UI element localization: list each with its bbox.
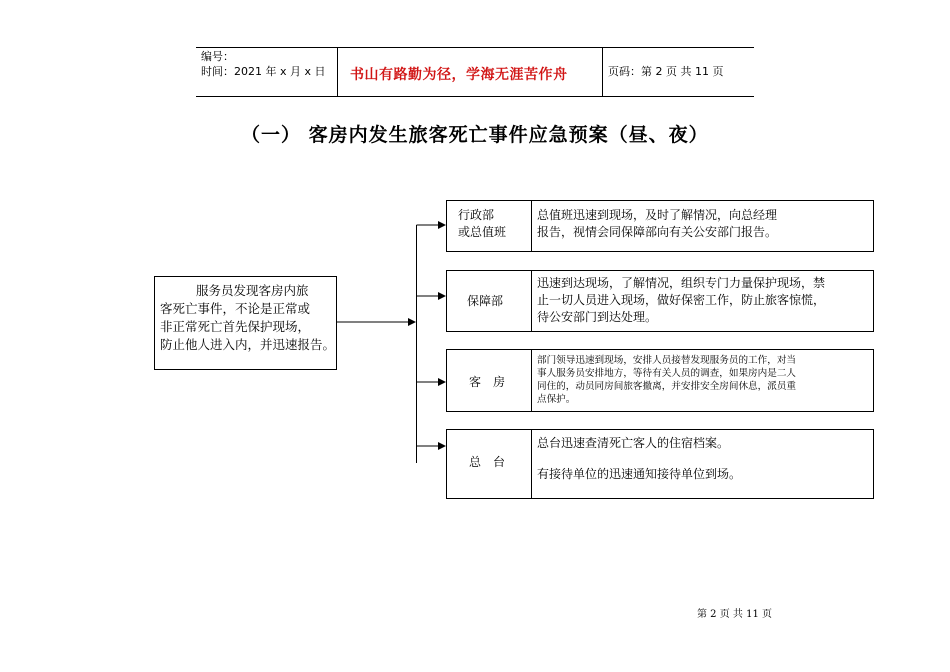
header-motto: 书山有路勤为径，学海无涯苦作舟 <box>350 67 568 83</box>
header-page-code: 页码：第 2 页 共 11 页 <box>608 65 724 78</box>
source-line: 防止他人进入内，并迅速报告。 <box>160 337 336 352</box>
dept-text-line: 有接待单位的迅速通知接待单位到场。 <box>537 467 742 481</box>
dept-label: 或总值班 <box>458 225 507 239</box>
page-title: （一） 客房内发生旅客死亡事件应急预案（昼、夜） <box>241 124 709 146</box>
dept-label: 客 房 <box>469 375 506 389</box>
dept-text-line: 报告，视情会同保障部向有关公安部门报告。 <box>537 225 778 239</box>
dept-label: 行政部 <box>458 208 495 222</box>
header-time-label: 时间：2021 年 x 月 x 日 <box>201 65 326 78</box>
dept-text-line: 总值班迅速到现场，及时了解情况，向总经理 <box>537 208 778 222</box>
dept-divider <box>531 201 532 251</box>
header-number-label: 编号： <box>201 50 234 63</box>
source-line: 客死亡事件，不论是正常或 <box>160 301 311 316</box>
dept-text-line: 总台迅速查清死亡客人的住宿档案。 <box>537 436 730 450</box>
dept-text-line: 点保护。 <box>537 394 576 405</box>
dept-divider <box>531 271 532 331</box>
page-footer: 第 2 页 共 11 页 <box>697 609 772 620</box>
dept-text-line: 部门领导迅速到现场，安排人员接替发现服务员的工作，对当 <box>537 355 797 366</box>
dept-row-frontdesk <box>446 429 874 499</box>
dept-label: 保障部 <box>467 294 504 308</box>
dept-label: 总 台 <box>469 455 506 469</box>
dept-row-security <box>446 270 874 332</box>
dept-text-line: 事人服务员安排地方，等待有关人员的调查，如果房内是二人 <box>537 368 797 379</box>
dept-text-line: 待公安部门到达处理。 <box>537 310 658 324</box>
dept-text-line: 迅速到达现场，了解情况，组织专门力量保护现场，禁 <box>537 276 826 290</box>
dept-text-line: 止一切人员进入现场，做好保密工作，防止旅客惊慌， <box>537 293 826 307</box>
dept-row-housekeeping <box>446 349 874 412</box>
dept-divider <box>531 350 532 411</box>
source-line: 非正常死亡首先保护现场， <box>160 319 311 334</box>
dept-row-admin <box>446 200 874 252</box>
dept-text-line: 同住的，动员同房间旅客撤离，并安排安全房间休息，派员重 <box>537 381 797 392</box>
source-line: 服务员发现客房内旅 <box>196 283 309 298</box>
dept-divider <box>531 430 532 498</box>
